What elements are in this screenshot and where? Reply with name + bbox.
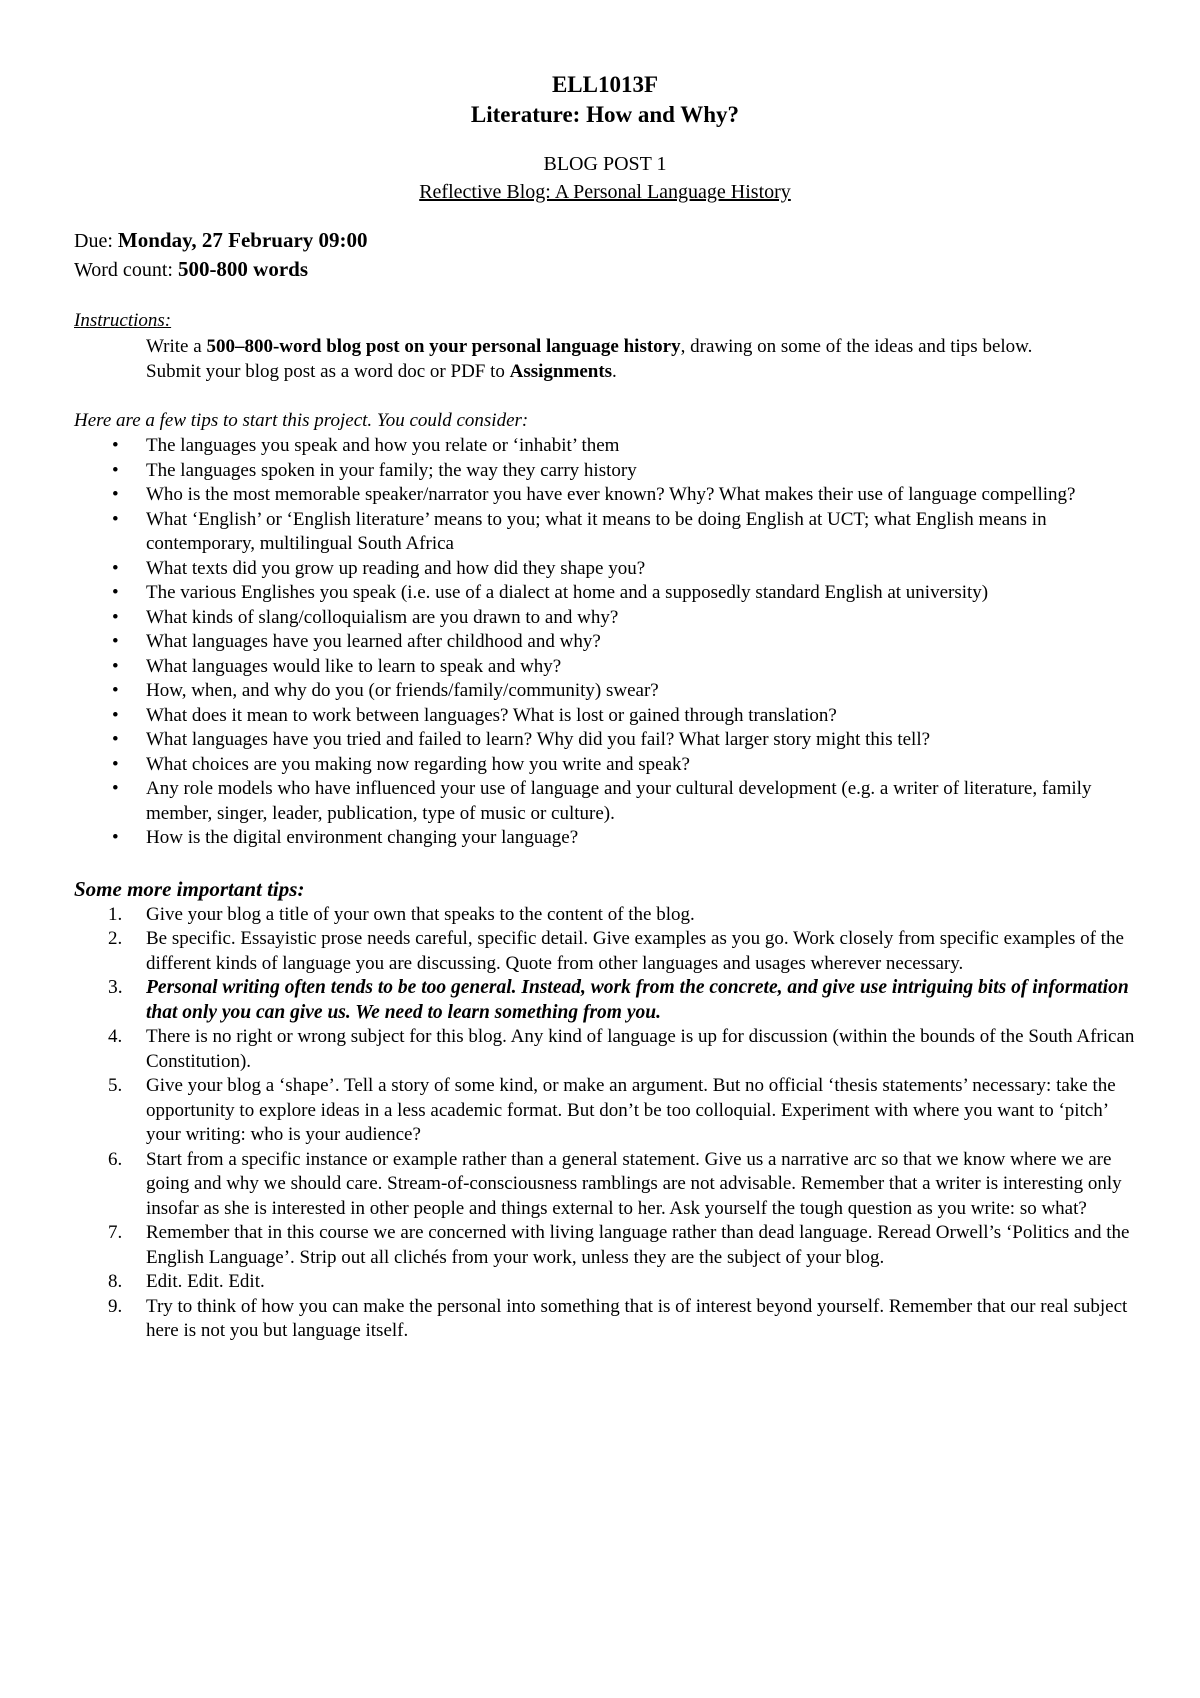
bullet-icon: • xyxy=(112,778,119,799)
item-number: 3. xyxy=(108,977,123,998)
word-count-line xyxy=(74,255,1136,284)
list-item xyxy=(74,557,1136,582)
tip-text: What languages would like to learn to speak and why? xyxy=(146,655,562,677)
list-item xyxy=(74,606,1136,631)
more-tips-section xyxy=(74,875,1136,1344)
due-date-line xyxy=(74,226,1136,255)
tip-text: What texts did you grow up reading and how did they shape you? xyxy=(146,557,646,579)
list-item xyxy=(74,1148,1136,1222)
instructions-body xyxy=(146,334,1136,384)
tip-text: Be specific. Essayistic prose needs careful, specific detail. Give examples as you go. Work closely from specific examples of the different kinds of language you are discussing. Quote from other languages and usages wherever necessary. xyxy=(146,928,1124,974)
list-item xyxy=(74,630,1136,655)
list-item xyxy=(74,1270,1136,1295)
bullet-icon: • xyxy=(112,606,119,628)
assignment-meta xyxy=(74,226,1136,284)
instruction-text: . xyxy=(612,361,617,382)
list-item xyxy=(74,459,1136,484)
item-number: 5. xyxy=(108,1075,123,1096)
tips-section xyxy=(74,408,1136,851)
list-item xyxy=(74,1025,1136,1074)
item-number: 8. xyxy=(108,1271,123,1292)
list-item xyxy=(74,1295,1136,1344)
tips-list xyxy=(74,434,1136,851)
tip-text: How is the digital environment changing your language? xyxy=(146,827,579,848)
list-item xyxy=(74,1074,1136,1148)
instruction-text: Submit your blog post as a word doc or PDF to xyxy=(146,361,510,382)
bullet-icon: • xyxy=(112,680,119,701)
bullet-icon: • xyxy=(112,582,119,603)
tip-text: What choices are you making now regarding how you write and speak? xyxy=(146,753,690,775)
tip-text: There is no right or wrong subject for this blog. Any kind of language is up for discussion (within the bounds of the South African Constitution). xyxy=(146,1026,1135,1072)
list-item xyxy=(74,679,1136,704)
word-count-label: Word count: xyxy=(74,259,178,281)
due-value: Monday, 27 February 09:00 xyxy=(117,228,368,252)
list-item xyxy=(74,1221,1136,1270)
list-item xyxy=(74,903,1136,928)
list-item xyxy=(74,655,1136,680)
bullet-icon: • xyxy=(112,704,119,726)
instruction-line-2 xyxy=(146,359,1136,384)
tip-text: The various Englishes you speak (i.e. use of a dialect at home and a supposedly standard English at university) xyxy=(146,582,989,603)
list-item xyxy=(74,826,1136,851)
tips-intro: Here are a few tips to start this project. You could consider: xyxy=(74,410,529,431)
more-tips-list xyxy=(74,903,1136,1344)
bullet-icon: • xyxy=(112,631,119,652)
bullet-icon: • xyxy=(112,655,119,677)
list-item xyxy=(74,777,1136,826)
tip-text: What ‘English’ or ‘English literature’ means to you; what it means to be doing English at UCT; what English means in contemporary, multilingual South Africa xyxy=(146,508,1047,554)
bullet-icon: • xyxy=(112,435,119,456)
instruction-text: Write a xyxy=(146,336,207,357)
tip-text: Give your blog a ‘shape’. Tell a story of some kind, or make an argument. But no official ‘thesis statements’ necessary: take the opportunity to explore ideas in a less academic format. But don’t be too colloquial. Experiment with where you want to ‘pitch’ your writing: who is your audience? xyxy=(146,1075,1116,1145)
list-item xyxy=(74,483,1136,508)
bullet-icon: • xyxy=(112,508,119,530)
list-item xyxy=(74,434,1136,459)
instructions-heading: Instructions: xyxy=(74,310,172,331)
tip-text: What kinds of slang/colloquialism are you drawn to and why? xyxy=(146,606,619,628)
item-number: 2. xyxy=(108,928,123,949)
bullet-icon: • xyxy=(112,557,119,579)
instruction-line-1 xyxy=(146,334,1136,359)
tip-text: What does it mean to work between languages? What is lost or gained through translation? xyxy=(146,704,837,726)
bullet-icon: • xyxy=(112,729,119,750)
tip-text: Who is the most memorable speaker/narrator you have ever known? Why? What makes their use of language compelling? xyxy=(146,484,1076,505)
list-item xyxy=(74,508,1136,557)
bullet-icon: • xyxy=(112,753,119,775)
course-title: Literature: How and Why? xyxy=(470,102,740,127)
tip-text: Any role models who have influenced your use of language and your cultural development (e.g. a writer of literature, family member, singer, leader, publication, type of music or culture). xyxy=(146,778,1092,824)
bullet-icon: • xyxy=(112,459,119,481)
tip-text: The languages spoken in your family; the way they carry history xyxy=(146,459,637,481)
course-code: ELL1013F xyxy=(551,72,659,97)
instruction-emphasis: 500–800-word blog post on your personal language history xyxy=(206,336,681,357)
tip-text: What languages have you learned after childhood and why? xyxy=(146,631,601,652)
item-number: 6. xyxy=(108,1148,123,1170)
list-item xyxy=(74,927,1136,976)
due-label: Due: xyxy=(74,230,118,252)
blog-subtitle: Reflective Blog: A Personal Language History xyxy=(419,181,791,203)
item-number: 1. xyxy=(108,903,123,925)
document-page xyxy=(74,70,1136,1344)
instruction-emphasis: Assignments xyxy=(509,361,613,382)
more-tips-heading: Some more important tips: xyxy=(74,876,305,901)
document-header xyxy=(74,70,1136,206)
instructions-section xyxy=(74,308,1136,384)
bullet-icon: • xyxy=(112,827,119,848)
item-number: 7. xyxy=(108,1222,123,1243)
tip-text: Start from a specific instance or example rather than a general statement. Give us a narrative arc so that we know where we are going and why we should care. Stream-of-consciousness ramblings are not advisable. Remember that a writer is interesting only insofar as she is interested in other people and things external to her. Ask yourself the tough question as you write: so what? xyxy=(146,1148,1122,1219)
blog-number: BLOG POST 1 xyxy=(543,153,667,175)
tip-text: Try to think of how you can make the personal into something that is of interest beyond yourself. Remember that our real subject here is not you but language itself. xyxy=(146,1295,1128,1341)
word-count-value: 500-800 words xyxy=(177,257,309,281)
tip-text: How, when, and why do you (or friends/family/community) swear? xyxy=(146,680,659,701)
instruction-text: , drawing on some of the ideas and tips below. xyxy=(680,336,1033,357)
tip-text: Personal writing often tends to be too general. Instead, work from the concrete, and give use intriguing bits of information that only you can give us. We need to learn something from you. xyxy=(146,977,1129,1023)
bullet-icon: • xyxy=(112,484,119,505)
list-item xyxy=(74,976,1136,1025)
tip-text: Give your blog a title of your own that speaks to the content of the blog. xyxy=(146,903,695,925)
tip-text: Edit. Edit. Edit. xyxy=(146,1271,265,1292)
item-number: 4. xyxy=(108,1026,123,1047)
item-number: 9. xyxy=(108,1295,123,1317)
list-item xyxy=(74,753,1136,778)
tip-text: What languages have you tried and failed to learn? Why did you fail? What larger story might this tell? xyxy=(146,729,931,750)
list-item xyxy=(74,728,1136,753)
list-item xyxy=(74,581,1136,606)
tip-text: Remember that in this course we are concerned with living language rather than dead language. Reread Orwell’s ‘Politics and the English Language’. Strip out all clichés from your work, unless they are the subject of your blog. xyxy=(146,1222,1130,1268)
list-item xyxy=(74,704,1136,729)
tip-text: The languages you speak and how you relate or ‘inhabit’ them xyxy=(146,435,620,456)
